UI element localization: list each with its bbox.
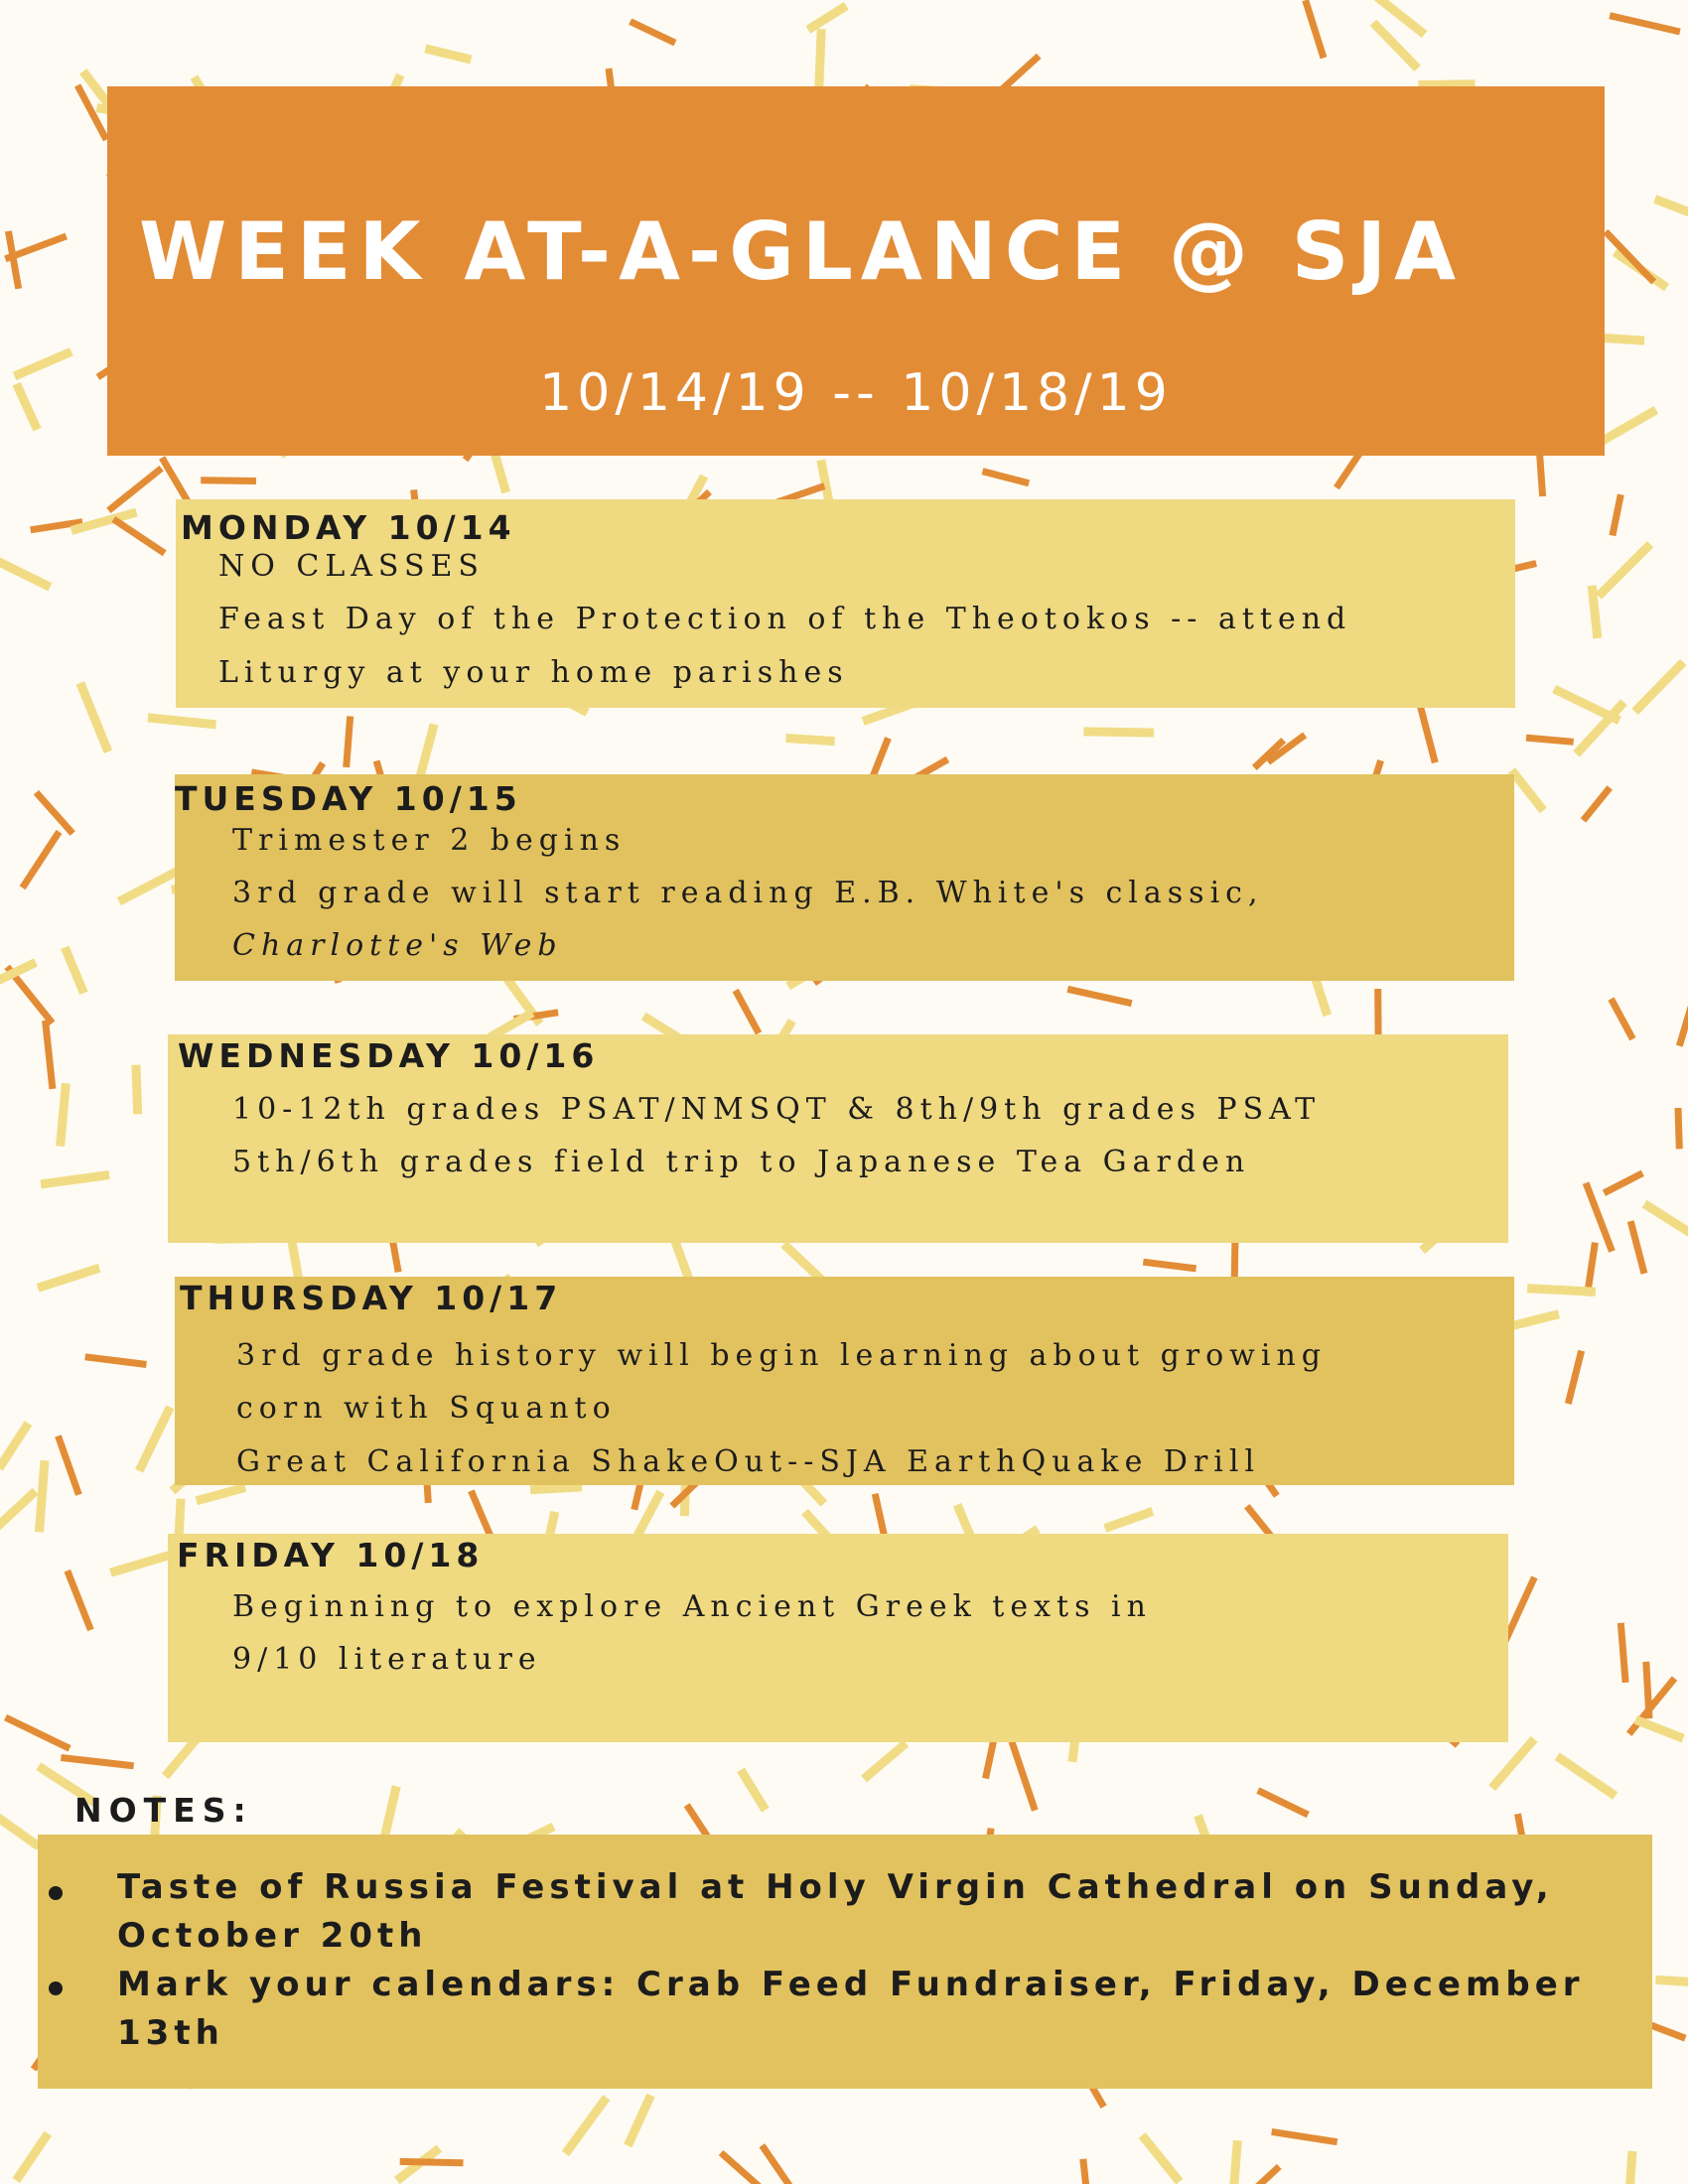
day-title: MONDAY 10/14 — [181, 508, 516, 547]
bullet-icon — [49, 1886, 63, 1900]
day-line: Trimester 2 begins — [232, 823, 627, 858]
day-line: Charlotte's Web — [232, 928, 563, 963]
confetti-stick — [6, 1717, 70, 1748]
confetti-stick — [1604, 1173, 1642, 1193]
day-line: Liturgy at your home parishes — [218, 655, 849, 690]
confetti-stick — [1539, 450, 1542, 496]
confetti-stick — [1105, 1511, 1153, 1528]
confetti-stick — [0, 1424, 29, 1468]
confetti-stick — [1655, 199, 1688, 217]
confetti-stick — [0, 1491, 36, 1530]
day-card-wednesday — [168, 1034, 1508, 1243]
confetti-stick — [1527, 1289, 1596, 1293]
day-line: 10-12th grades PSAT/NMSQT & 8th/9th grades PSAT — [232, 1092, 1322, 1127]
confetti-stick — [1418, 699, 1435, 763]
confetti-stick — [384, 1786, 396, 1837]
confetti-stick — [1143, 1262, 1196, 1269]
note-line: Taste of Russia Festival at Holy Virgin Cathedral on Sunday, — [117, 1867, 1554, 1907]
confetti-stick — [1613, 494, 1620, 535]
confetti-stick — [1554, 689, 1619, 721]
confetti-stick — [15, 351, 71, 376]
confetti-stick — [41, 1175, 109, 1184]
confetti-stick — [1606, 231, 1654, 282]
confetti-stick — [1232, 2140, 1237, 2184]
confetti-stick — [762, 2145, 796, 2184]
confetti-stick — [425, 49, 471, 60]
confetti-stick — [1306, 0, 1324, 58]
confetti-stick — [61, 1083, 67, 1146]
confetti-stick — [1336, 453, 1360, 488]
day-card-thursday — [175, 1277, 1514, 1485]
confetti-stick — [566, 2098, 607, 2154]
bullet-icon — [49, 1981, 63, 1995]
confetti-stick — [1644, 1204, 1688, 1241]
confetti-stick — [85, 1357, 147, 1365]
confetti-stick — [1142, 2135, 1180, 2182]
confetti-stick — [59, 1435, 79, 1494]
confetti-stick — [1067, 989, 1132, 1003]
confetti-stick — [148, 718, 216, 725]
confetti-stick — [17, 384, 38, 430]
confetti-stick — [68, 1570, 91, 1630]
confetti-stick — [36, 792, 72, 833]
notes-title: NOTES: — [74, 1791, 253, 1830]
confetti-stick — [1568, 1351, 1581, 1404]
confetti-stick — [1373, 23, 1418, 68]
day-title: THURSDAY 10/17 — [180, 1279, 563, 1317]
confetti-stick — [628, 2096, 650, 2146]
confetti-stick — [201, 480, 256, 481]
confetti-stick — [119, 871, 179, 901]
confetti-stick — [23, 832, 60, 888]
day-line: Beginning to explore Ancient Greek texts in — [232, 1589, 1152, 1624]
confetti-stick — [110, 1554, 175, 1572]
note-line: October 20th — [117, 1916, 428, 1956]
page-title: WEEK AT-A-GLANCE @ SJA — [139, 205, 1465, 298]
day-line: 5th/6th grades field trip to Japanese Tea Garden — [232, 1145, 1251, 1179]
day-line: Feast Day of the Protection of the Theotokos -- attend — [218, 602, 1352, 636]
note-line: Mark your calendars: Crab Feed Fundraiser, Friday, December — [117, 1965, 1585, 2004]
confetti-stick — [61, 1758, 133, 1766]
confetti-stick — [40, 1460, 46, 1532]
date-range: 10/14/19 -- 10/18/19 — [539, 363, 1173, 423]
confetti-stick — [1628, 2151, 1632, 2184]
confetti-stick — [786, 739, 835, 742]
note-line: 13th — [117, 2013, 224, 2053]
confetti-stick — [721, 2153, 761, 2184]
day-title: TUESDAY 10/15 — [175, 779, 522, 818]
day-card-friday — [168, 1534, 1508, 1742]
confetti-stick — [65, 947, 83, 993]
confetti-stick — [1612, 999, 1633, 1039]
confetti-stick — [1001, 56, 1039, 89]
confetti-stick — [197, 1487, 245, 1500]
day-line: 9/10 literature — [232, 1642, 542, 1677]
confetti-stick — [983, 472, 1030, 483]
confetti-stick — [80, 683, 108, 751]
day-card-tuesday — [175, 774, 1514, 981]
confetti-stick — [139, 1408, 170, 1471]
confetti-stick — [1655, 1979, 1688, 1982]
header-banner — [107, 86, 1605, 456]
confetti-stick — [1243, 2166, 1279, 2184]
confetti-stick — [1418, 84, 1475, 85]
day-line: Great California ShakeOut--SJA EarthQuake Drill — [236, 1444, 1261, 1479]
confetti-stick — [1679, 991, 1688, 1046]
confetti-stick — [1600, 410, 1656, 443]
confetti-stick — [1635, 1719, 1683, 1738]
day-title: WEDNESDAY 10/16 — [178, 1036, 600, 1075]
confetti-stick — [1635, 662, 1684, 712]
confetti-stick — [1610, 16, 1680, 32]
confetti-stick — [1620, 1623, 1625, 1683]
confetti-stick — [1512, 770, 1544, 810]
confetti-stick — [631, 22, 675, 44]
confetti-stick — [1504, 1577, 1535, 1644]
confetti-stick — [808, 6, 847, 30]
confetti-stick — [736, 991, 759, 1033]
confetti-stick — [1557, 1756, 1616, 1796]
confetti-stick — [46, 1021, 53, 1089]
confetti-stick — [136, 1065, 138, 1115]
confetti-stick — [347, 717, 351, 767]
day-line: NO CLASSES — [218, 549, 485, 584]
confetti-stick — [0, 1817, 39, 1846]
confetti-stick — [1599, 544, 1650, 596]
day-title: FRIDAY 10/18 — [177, 1536, 485, 1574]
day-card-monday — [176, 499, 1515, 708]
day-line: 3rd grade history will begin learning about growing — [236, 1338, 1327, 1373]
confetti-stick — [864, 1743, 906, 1779]
confetti-stick — [530, 1487, 582, 1490]
confetti-stick — [1526, 738, 1574, 742]
confetti-stick — [1012, 1741, 1035, 1810]
confetti-stick — [1083, 2159, 1088, 2184]
confetti-stick — [38, 1268, 99, 1288]
confetti-stick — [741, 1770, 766, 1810]
notes-box — [38, 1835, 1652, 2089]
confetti-stick — [1492, 1739, 1535, 1788]
confetti-stick — [1083, 732, 1154, 733]
confetti-stick — [108, 469, 161, 511]
day-line: corn with Squanto — [236, 1391, 617, 1426]
confetti-stick — [113, 519, 164, 553]
confetti-stick — [1630, 1221, 1644, 1274]
confetti-stick — [1584, 787, 1611, 820]
day-line: 3rd grade will start reading E.B. White's classic, — [232, 876, 1264, 910]
confetti-stick — [1258, 1791, 1309, 1816]
confetti-stick — [1272, 2131, 1337, 2141]
confetti-stick — [16, 2133, 48, 2180]
confetti-stick — [1678, 1108, 1679, 1149]
confetti-stick — [400, 2161, 464, 2162]
confetti-stick — [0, 556, 50, 588]
